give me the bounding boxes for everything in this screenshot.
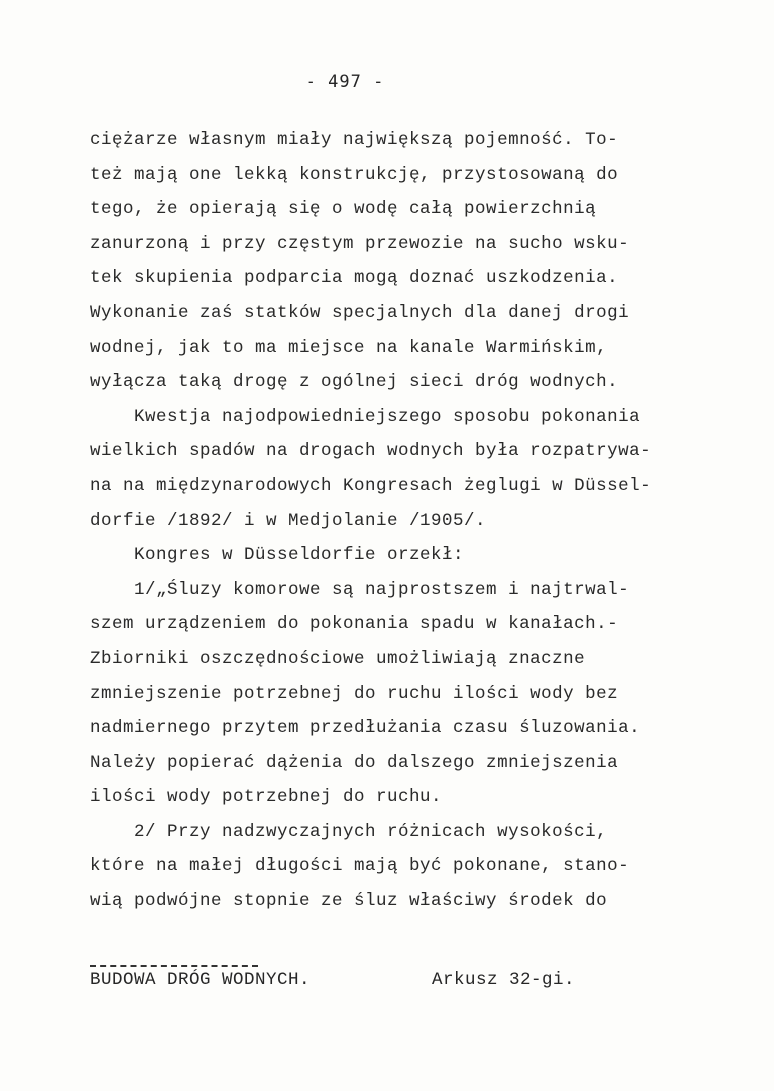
text-line: Należy popierać dążenia do dalszego zmniejszenia <box>90 752 619 773</box>
text-line: wią podwójne stopnie ze śluz właściwy środek do <box>90 891 608 912</box>
text-line: na na międzynarodowych Kongresach żeglugi w Düssel- <box>90 475 652 496</box>
body-text <box>90 123 710 919</box>
text-line: Kongres w Düsseldorfie orzekł: <box>90 545 465 566</box>
text-line: szem urządzeniem do pokonania spadu w kanałach.- <box>90 614 619 635</box>
text-line: ilości wody potrzebnej do ruchu. <box>90 787 443 808</box>
text-line: tek skupienia podparcia mogą doznać uszkodzenia. <box>90 268 619 289</box>
text-line: Kwestja najodpowiedniejszego sposobu pokonania <box>90 406 641 427</box>
text-line: wyłącza taką drogę z ogólnej sieci dróg wodnych. <box>90 372 619 393</box>
text-line: wielkich spadów na drogach wodnych była rozpatrywa- <box>90 441 652 462</box>
footer-sheet-number: Arkusz 32-gi. <box>432 970 576 990</box>
text-line: dorfie /1892/ i w Medjolanie /1905/. <box>90 510 487 531</box>
text-line: Zbiorniki oszczędnościowe umożliwiają znaczne <box>90 648 586 669</box>
text-line: 1/„Śluzy komorowe są najprostszem i najtrwal- <box>90 579 630 600</box>
text-line: wodnej, jak to ma miejsce na kanale Warmińskim, <box>90 337 608 358</box>
text-line: które na małej długości mają być pokonane, stano- <box>90 856 630 877</box>
text-line: tego, że opierają się o wodę całą powierzchnią <box>90 199 597 220</box>
footer-title: BUDOWA DRÓG WODNYCH. <box>90 970 311 990</box>
text-line: zmniejszenie potrzebnej do ruchu ilości wody bez <box>90 683 619 704</box>
text-line: zanurzoną i przy częstym przewozie na sucho wsku- <box>90 233 630 254</box>
text-line: nadmiernego przytem przedłużania czasu śluzowania. <box>90 718 641 739</box>
text-line: ciężarze własnym miały największą pojemność. To- <box>90 130 619 150</box>
text-line: 2/ Przy nadzwyczajnych różnicach wysokości, <box>90 821 608 842</box>
text-line: Wykonanie zaś statków specjalnych dla danej drogi <box>90 302 630 323</box>
text-line: też mają one lekką konstrukcję, przystosowaną do <box>90 164 619 185</box>
footer-divider <box>90 965 258 967</box>
page-number: - 497 - <box>305 72 385 92</box>
